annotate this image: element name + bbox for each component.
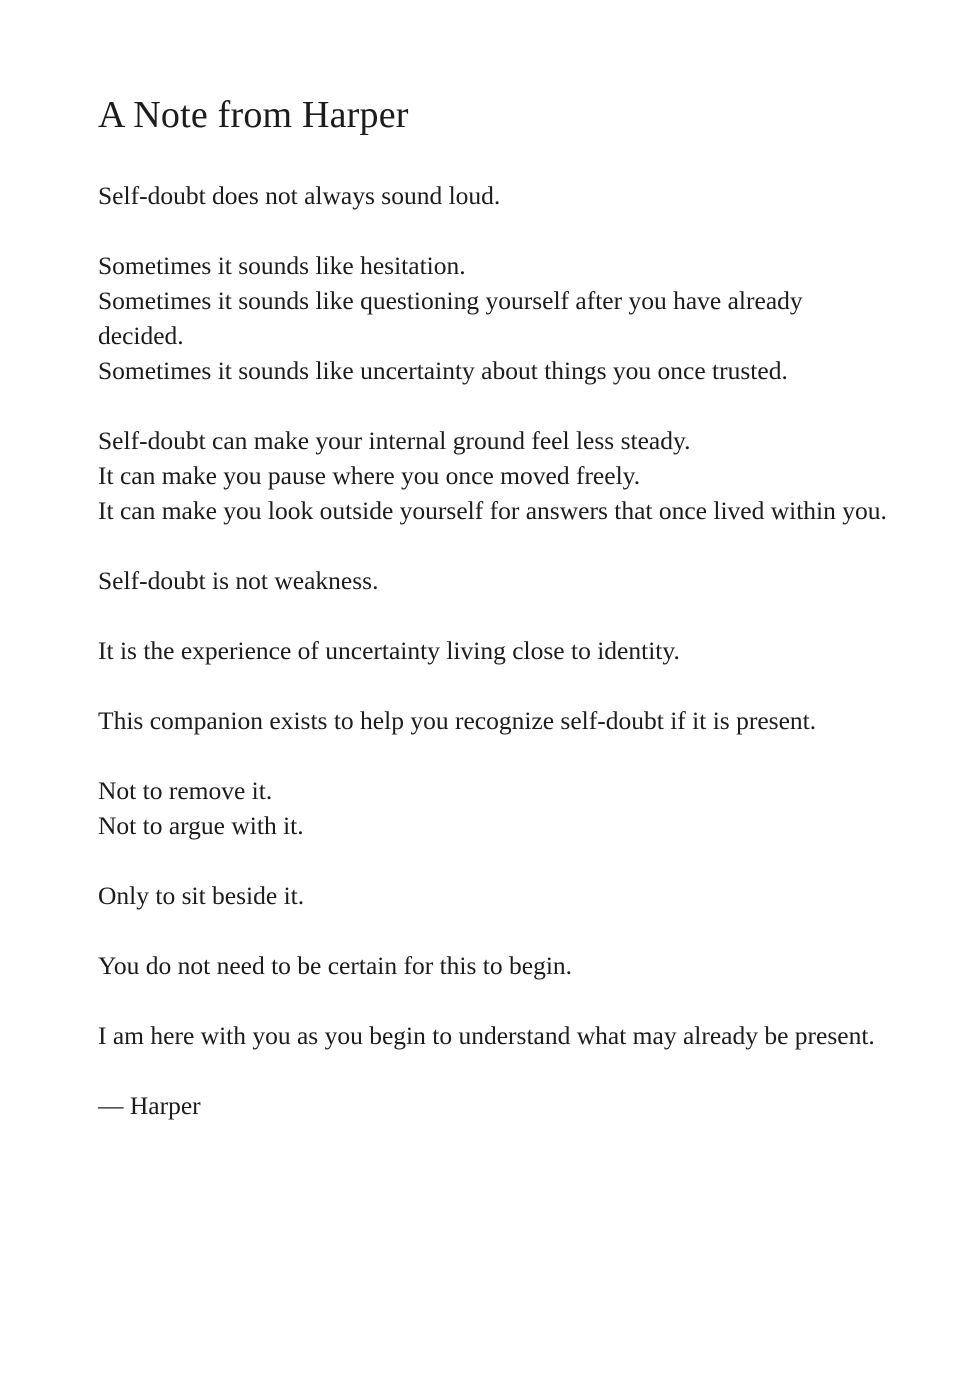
text-line: It is the experience of uncertainty living close to identity. (98, 636, 680, 665)
paragraph-10 (98, 1018, 890, 1053)
text-line: Self-doubt does not always sound loud. (98, 181, 501, 210)
text-line: This companion exists to help you recognize self-doubt if it is present. (98, 706, 817, 735)
text-line: Not to remove it. (98, 776, 273, 805)
paragraph-3 (98, 423, 890, 528)
text-line: It can make you look outside yourself for answers that once lived within you. (98, 496, 887, 525)
text-line: I am here with you as you begin to understand what may already be present. (98, 1021, 875, 1050)
paragraph-2 (98, 248, 890, 388)
paragraph-4 (98, 563, 890, 598)
text-line: Only to sit beside it. (98, 881, 305, 910)
paragraph-7 (98, 773, 890, 843)
text-line: Sometimes it sounds like questioning yourself after you have already decided. (98, 286, 803, 350)
paragraph-5 (98, 633, 890, 668)
text-line: Sometimes it sounds like uncertainty about things you once trusted. (98, 356, 788, 385)
note-body (98, 178, 890, 1123)
signature: — Harper (98, 1091, 201, 1120)
text-line: You do not need to be certain for this to begin. (98, 951, 573, 980)
paragraph-6 (98, 703, 890, 738)
text-line: Sometimes it sounds like hesitation. (98, 251, 466, 280)
paragraph-8 (98, 878, 890, 913)
text-line: Self-doubt is not weakness. (98, 566, 379, 595)
text-line: Not to argue with it. (98, 811, 304, 840)
paragraph-1 (98, 178, 890, 213)
paragraph-9 (98, 948, 890, 983)
page-title: A Note from Harper (98, 94, 409, 136)
text-line: It can make you pause where you once moved freely. (98, 461, 641, 490)
text-line: Self-doubt can make your internal ground feel less steady. (98, 426, 691, 455)
